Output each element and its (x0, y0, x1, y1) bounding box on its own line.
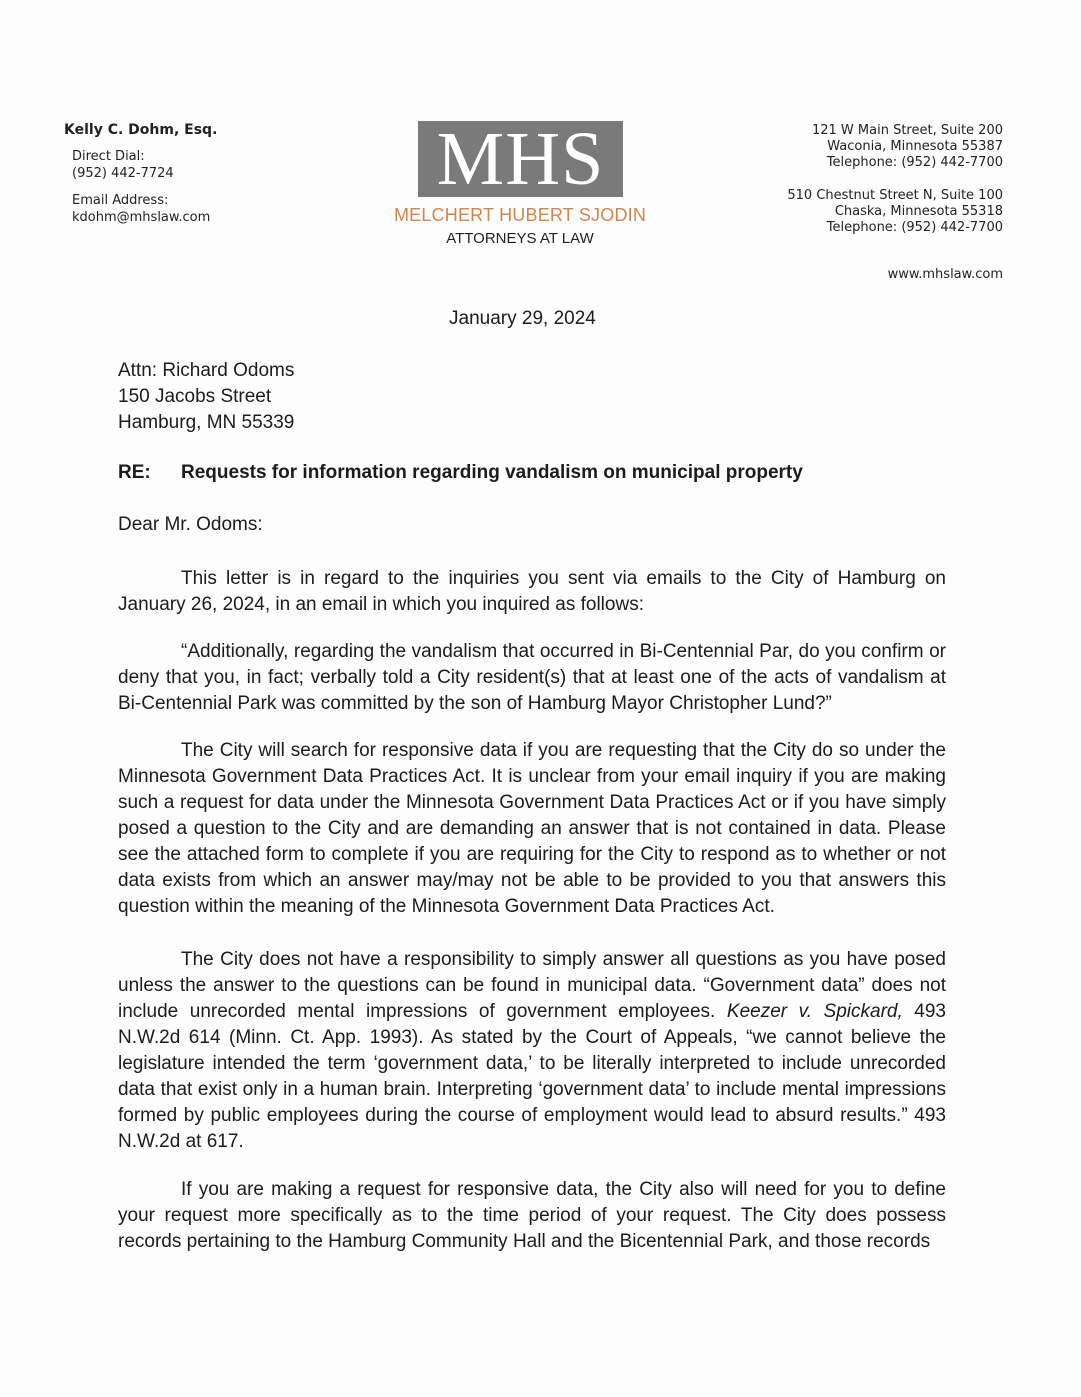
recipient-attn: Attn: Richard Odoms (118, 360, 295, 381)
recipient-city: Hamburg, MN 55339 (118, 412, 295, 433)
firm-website: www.mhslaw.com (887, 267, 1003, 282)
recipient-street: 150 Jacobs Street (118, 386, 272, 407)
direct-dial-label: Direct Dial: (72, 149, 145, 164)
office1-phone: Telephone: (952) 442-7700 (826, 155, 1003, 170)
email-address: kdohm@mhslaw.com (72, 210, 211, 225)
office2-phone: Telephone: (952) 442-7700 (826, 220, 1003, 235)
paragraph-3: The City will search for responsive data if you are requesting that the City do so under the Minnesota Government Data Practices Act. It is unclear from your email inquiry if you are making such a request for data under the Minnesota Government Data Practices Act or if you have simply posed a question to the City and are demanding an answer that is not contained in data. Please see the attached form to complete if you are requiring for the City to respond as to whether or not data exists from which an answer may/may not be able to be provided to you that answers this question within the meaning of the Minnesota Government Data Practices Act. (118, 740, 946, 917)
subject-label: RE: (118, 462, 151, 483)
sender-name: Kelly C. Dohm, Esq. (64, 122, 218, 138)
direct-dial-number: (952) 442-7724 (72, 166, 174, 181)
paragraph-5: If you are making a request for responsive data, the City also will need for you to define your request more specifically as to the time period of your request. The City does possess records pertaining to the Hamburg Community Hall and the Bicentennial Park, and those records (118, 1179, 946, 1252)
firm-logo: MHS (418, 121, 623, 197)
salutation: Dear Mr. Odoms: (118, 514, 263, 535)
paragraph-quote: “Additionally, regarding the vandalism that occurred in Bi-Centennial Par, do you confirm or deny that you, in fact; verbally told a City resident(s) that at least one of the acts of vandalism at Bi-Centennial Park was committed by the son of Hamburg Mayor Christopher Lund?” (118, 641, 946, 714)
paragraph-4 (118, 947, 946, 1155)
firm-name: MELCHERT HUBERT SJODIN (393, 205, 647, 225)
recipient-address (118, 358, 294, 436)
office1-city: Waconia, Minnesota 55387 (827, 139, 1003, 154)
office2-city: Chaska, Minnesota 55318 (834, 204, 1003, 219)
subject-line: Requests for information regarding vandalism on municipal property (181, 462, 803, 483)
paragraph-4-part-b: 493 N.W.2d 614 (Minn. Ct. App. 1993). As stated by the Court of Appeals, “we cannot believe the legislature intended the term ‘government data,’ to be literally interpreted to include unrecorded data that exist only in a human brain. Interpreting ‘government data’ to include mental impressions formed by public employees during the course of employment would lead to absurd results.” 493 N.W.2d at 617. (118, 1001, 946, 1152)
case-citation: Keezer v. Spickard, (726, 1001, 903, 1022)
email-label: Email Address: (72, 193, 169, 208)
letter-date: January 29, 2024 (449, 308, 596, 329)
office1-street: 121 W Main Street, Suite 200 (811, 123, 1003, 138)
paragraph-4-part-a: The City does not have a responsibility to simply answer all questions as you have posed unless the answer to the questions can be found in municipal data. “Government data” does not include unrecorded mental impressions of government employees. (118, 949, 946, 1022)
office2-street: 510 Chestnut Street N, Suite 100 (787, 188, 1003, 203)
paragraph-1: This letter is in regard to the inquiries you sent via emails to the City of Hamburg on January 26, 2024, in an email in which you inquired as follows: (118, 568, 946, 615)
firm-subtitle: ATTORNEYS AT LAW (446, 230, 594, 247)
